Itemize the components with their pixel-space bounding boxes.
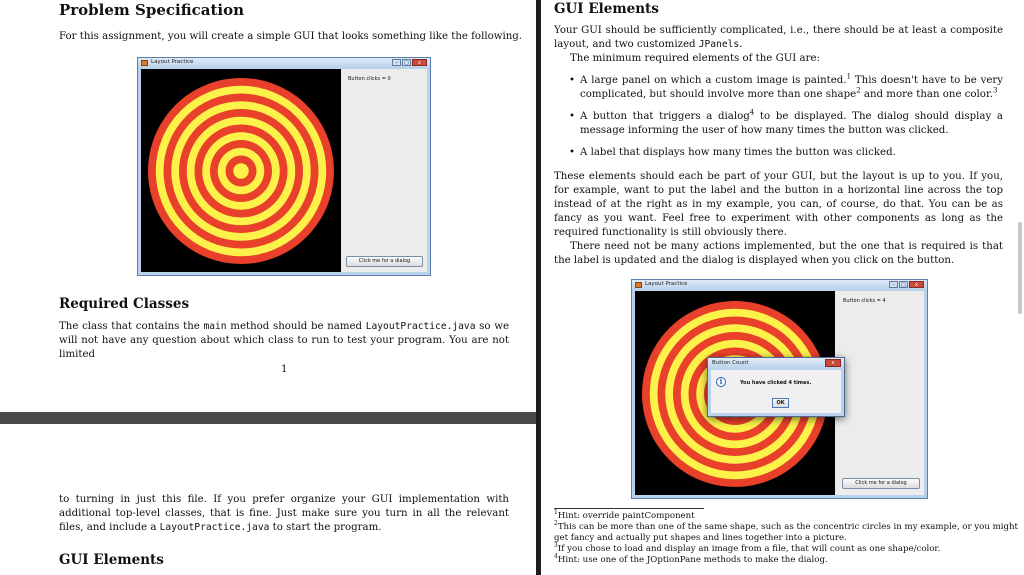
dialog-title: Button Count <box>712 360 749 366</box>
required-classes-heading: Required Classes <box>59 296 190 312</box>
required-classes-paragraph: The class that contains the main method should be named LayoutPractice.java so we will not have any question about which class to run to test your program. You are not limited <box>59 321 509 360</box>
window-title: Layout Practice <box>645 281 688 287</box>
required-action-paragraph: There need not be many actions implemented, but the one that is required is that the label is updated and the dialog is displayed when you click on the button. <box>554 241 1003 266</box>
minimize-button[interactable]: – <box>889 281 898 288</box>
minimum-elements-intro: The minimum required elements of the GUI are: <box>570 53 820 64</box>
click-count-label: Button clicks = 4 <box>843 298 886 304</box>
close-button[interactable]: x <box>412 59 427 66</box>
dialog-message: You have clicked 4 times. <box>740 380 812 386</box>
footnote-2-continued: get fancy and actually put shapes and lines together into a picture. <box>554 533 847 543</box>
document-page-1 <box>0 0 536 412</box>
click-count-label: Button clicks = 0 <box>348 76 391 82</box>
window-content <box>141 69 427 272</box>
footnote-rule <box>554 508 704 509</box>
requirement-item: • A button that triggers a dialog$^4$ to be displayed. The dialog should display a message informing the user of how many times the button was clicked. <box>569 108 1003 136</box>
main-code: main <box>203 321 227 332</box>
gui-elements-heading: GUI Elements <box>554 1 659 17</box>
window-title: Layout Practice <box>151 59 194 65</box>
concentric-target-image <box>141 69 341 274</box>
info-icon: i <box>716 377 726 387</box>
target-painting-panel <box>141 69 341 272</box>
footnote-1: $^1$Hint: override paintComponent <box>554 509 695 521</box>
maximize-button[interactable]: □ <box>899 281 908 288</box>
scrollbar-thumb[interactable] <box>1018 222 1022 314</box>
composite-layout-paragraph: Your GUI should be sufficiently complicated, i.e., there should be at least a composite layout, and two customized JPanels. <box>554 25 1003 50</box>
page-break <box>0 412 536 424</box>
java-app-icon <box>141 60 148 66</box>
minimize-button[interactable]: – <box>392 59 401 66</box>
gui-elements-heading-preview: GUI Elements <box>59 552 164 568</box>
page-number: 1 <box>281 364 288 375</box>
filename-code: LayoutPractice.java <box>159 522 270 533</box>
maximize-button[interactable]: □ <box>402 59 411 66</box>
dialog-body <box>711 370 841 413</box>
intro-paragraph: For this assignment, you will create a simple GUI that looks something like the following. <box>59 31 523 42</box>
dialog-ok-button[interactable]: OK <box>772 398 789 408</box>
window-titlebar <box>632 280 927 290</box>
layout-practice-window-initial <box>137 57 431 276</box>
jpanels-code: JPanels <box>698 39 740 50</box>
footnote-4: $^4$Hint: use one of the JOptionPane methods to make the dialog. <box>554 553 828 565</box>
window-titlebar <box>138 58 430 68</box>
filename-code: LayoutPractice.java <box>365 321 476 332</box>
close-button[interactable]: x <box>909 281 924 288</box>
requirement-item: • A label that displays how many times the button was clicked. <box>569 147 896 158</box>
requirement-item: • A large panel on which a custom image is painted.$^1$ This doesn't have to be very complicated, but should involve more than one shape$^2$ and more than one color.$^3$ <box>569 72 1003 100</box>
continued-paragraph: to turning in just this file. If you prefer organize your GUI implementation with additional top-level classes, that is fine. Just make sure you turn in all the relevant files, and include a LayoutPractice.java to start the program. <box>59 494 509 533</box>
java-app-icon <box>635 282 642 288</box>
layout-freedom-paragraph: These elements should each be part of your GUI, but the layout is up to you. If you, for example, want to put the label and the button in a horizontal line across the top instead of at the right as in my example, you can, of course, do that. You can be as fancy as you want. Feel free to experiment with other components as long as the required functionality is still obviously there. <box>554 171 1003 238</box>
footnote-2: $^2$This can be more than one of the same shape, such as the concentric circles in my example, or you might <box>554 520 1018 532</box>
footnote-3: $^3$If you chose to load and display an image from a file, that will count as one shape/color. <box>554 542 941 554</box>
dialog-close-button[interactable]: x <box>825 359 841 367</box>
click-me-dialog-button[interactable]: Click me for a dialog <box>842 478 920 489</box>
target-ring <box>233 163 249 179</box>
button-count-dialog <box>707 357 845 417</box>
problem-spec-heading: Problem Specification <box>59 1 245 19</box>
document-page-2 <box>0 424 536 575</box>
click-me-dialog-button[interactable]: Click me for a dialog <box>346 256 423 267</box>
dialog-titlebar <box>708 358 844 369</box>
requirements-list <box>566 74 1003 168</box>
